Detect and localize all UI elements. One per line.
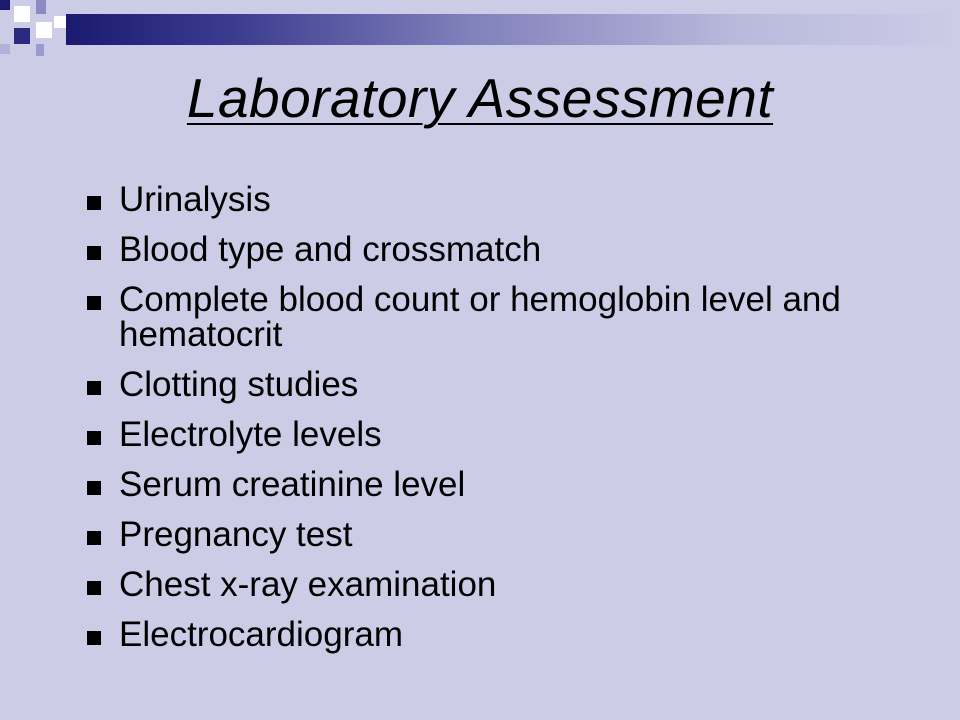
header-decoration bbox=[0, 0, 960, 60]
decor-square bbox=[0, 44, 10, 54]
square-bullet-icon bbox=[87, 246, 101, 260]
square-bullet-icon bbox=[87, 481, 101, 495]
bullet-list bbox=[87, 182, 947, 667]
list-item bbox=[87, 567, 947, 602]
square-bullet-icon bbox=[87, 381, 101, 395]
list-item bbox=[87, 467, 947, 502]
list-item-text: Blood type and crossmatch bbox=[119, 230, 542, 269]
decor-square bbox=[36, 0, 46, 14]
list-item bbox=[87, 282, 947, 352]
list-item-text: Pregnancy test bbox=[119, 515, 353, 554]
list-item bbox=[87, 417, 947, 452]
list-item-text: Complete blood count or hemoglobin level and hematocrit bbox=[119, 280, 841, 354]
header-gradient-bar bbox=[66, 14, 960, 45]
decor-square bbox=[36, 22, 52, 38]
decor-square bbox=[54, 16, 66, 28]
list-item-text: Clotting studies bbox=[119, 365, 359, 404]
list-item bbox=[87, 232, 947, 267]
square-bullet-icon bbox=[87, 631, 101, 645]
list-item bbox=[87, 182, 947, 217]
decor-square bbox=[14, 28, 30, 44]
list-item-text: Chest x-ray examination bbox=[119, 565, 497, 604]
decor-square bbox=[0, 0, 10, 10]
list-item bbox=[87, 517, 947, 552]
list-item bbox=[87, 367, 947, 402]
square-bullet-icon bbox=[87, 531, 101, 545]
list-item bbox=[87, 617, 947, 652]
square-bullet-icon bbox=[87, 431, 101, 445]
decor-square bbox=[36, 44, 44, 56]
decor-square bbox=[14, 6, 30, 22]
list-item-text: Urinalysis bbox=[119, 180, 271, 219]
slide-title: Laboratory Assessment bbox=[186, 67, 774, 129]
list-item-text: Electrocardiogram bbox=[119, 615, 403, 654]
square-bullet-icon bbox=[87, 296, 101, 310]
list-item-text: Serum creatinine level bbox=[119, 465, 466, 504]
square-bullet-icon bbox=[87, 581, 101, 595]
square-bullet-icon bbox=[87, 196, 101, 210]
list-item-text: Electrolyte levels bbox=[119, 415, 382, 454]
